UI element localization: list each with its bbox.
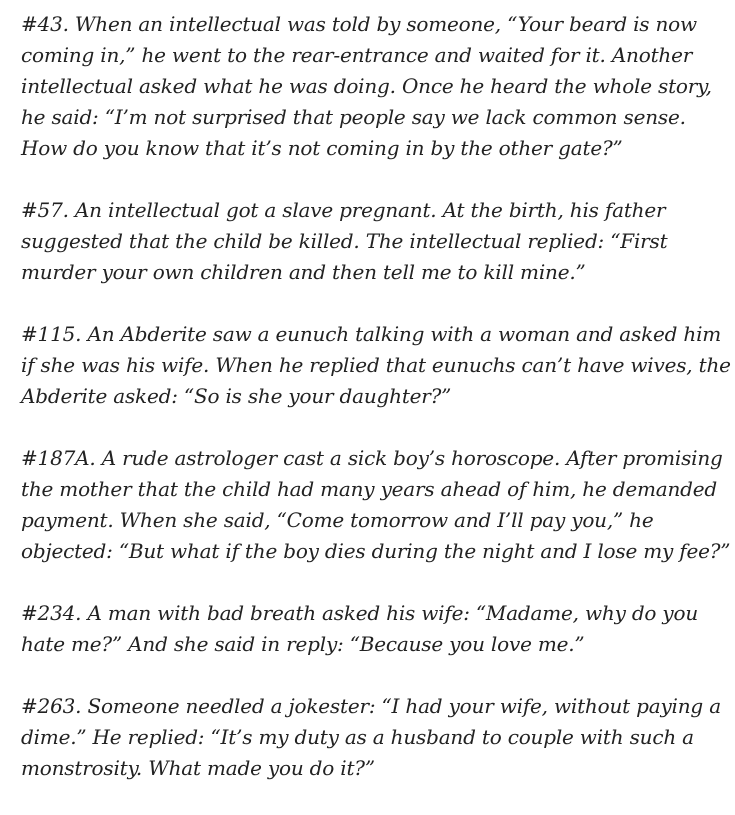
joke-line: #43. When an intellectual was told by someone, “Your beard is now [21,12,697,36]
joke-263 [21,691,721,784]
joke-line: if she was his wife. When he replied that eunuchs can’t have wives, the [21,353,731,377]
joke-115 [21,319,731,412]
joke-line: monstrosity. What made you do it?” [21,756,375,780]
joke-57 [21,195,721,288]
joke-line: payment. When she said, “Come tomorrow and I’ll pay you,” he [21,508,654,532]
joke-line: #57. An intellectual got a slave pregnant. At the birth, his father [21,198,666,222]
joke-line: #115. An Abderite saw a eunuch talking with a woman and asked him [21,322,722,346]
joke-43 [21,9,721,164]
jokes-document [21,9,731,815]
joke-187a [21,443,731,567]
joke-line: the mother that the child had many years ahead of him, he demanded [21,477,718,501]
joke-line: hate me?” And she said in reply: “Because you love me.” [21,632,585,656]
joke-line: Abderite asked: “So is she your daughter?” [21,384,452,408]
joke-line: #263. Someone needled a jokester: “I had your wife, without paying a [21,694,721,718]
joke-line: coming in,” he went to the rear-entrance and waited for it. Another [21,43,693,67]
joke-line: murder your own children and then tell me to kill mine.” [21,260,586,284]
joke-line: suggested that the child be killed. The intellectual replied: “First [21,229,668,253]
joke-line: objected: “But what if the boy dies during the night and I lose my fee?” [21,539,731,563]
joke-line: How do you know that it’s not coming in by the other gate?” [21,136,623,160]
joke-line: dime.” He replied: “It’s my duty as a husband to couple with such a [21,725,694,749]
joke-line: intellectual asked what he was doing. Once he heard the whole story, [21,74,712,98]
joke-line: #187A. A rude astrologer cast a sick boy’s horoscope. After promising [21,446,723,470]
joke-line: #234. A man with bad breath asked his wife: “Madame, why do you [21,601,699,625]
joke-line: he said: “I’m not surprised that people say we lack common sense. [21,105,686,129]
joke-234 [21,598,721,660]
